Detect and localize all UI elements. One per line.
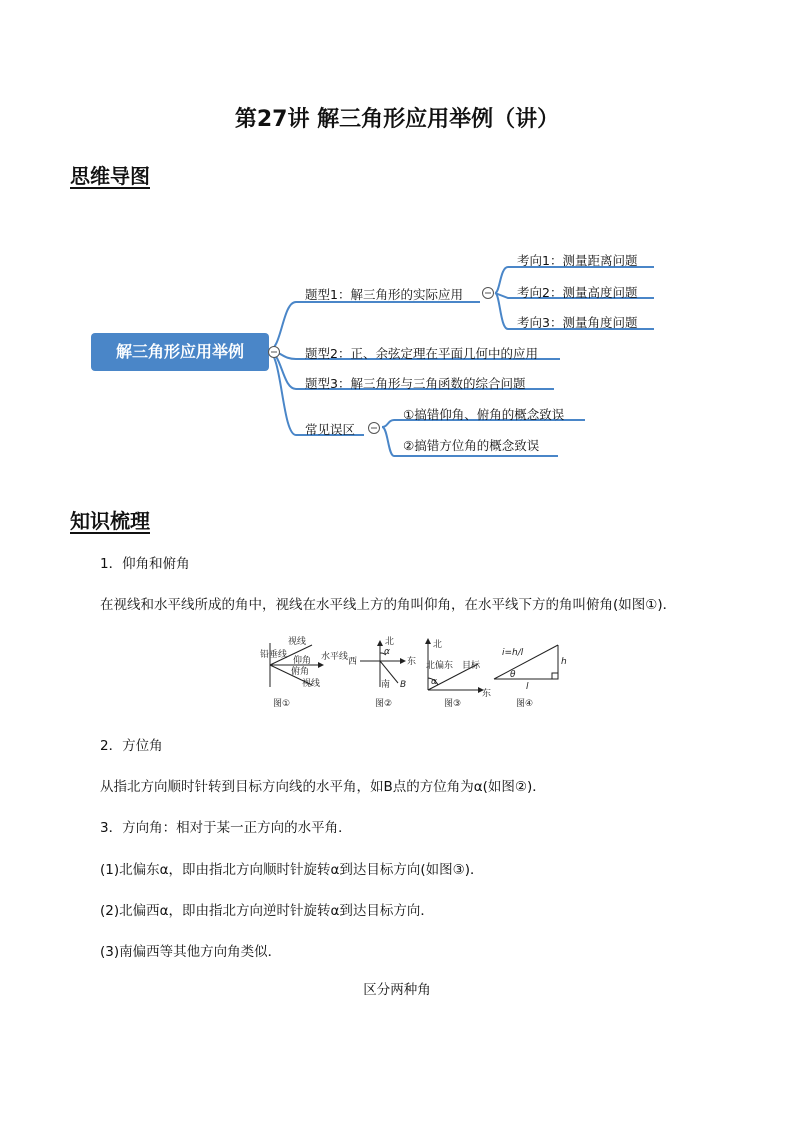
mindmap-root: 解三角形应用举例	[115, 342, 244, 361]
fig2-point-b: B	[400, 680, 407, 690]
knowledge-heading-2: 2．方位角	[100, 738, 163, 754]
fig2-west: 西	[348, 657, 358, 667]
fig4-slope: i=h/l	[502, 648, 524, 658]
fig4-l: l	[526, 682, 529, 692]
fig3-north-east: 北偏东	[426, 661, 454, 671]
mindmap-subtopic-3: 考向3：测量角度问题	[517, 315, 638, 330]
fig3-alpha: α	[431, 677, 437, 687]
section-heading-knowledge: 知识梳理	[70, 509, 150, 533]
fig1-horizontal: 水平线	[321, 652, 349, 662]
fig2-north: 北	[385, 637, 395, 647]
mindmap-type-4: 常见误区	[305, 422, 356, 437]
angle-figures	[240, 633, 580, 713]
knowledge-item-3: (3)南偏西等其他方向角类似．	[100, 944, 282, 960]
fig3-east: 东	[482, 689, 492, 699]
fig2-east: 东	[407, 657, 417, 667]
mindmap-type-1: 题型1：解三角形的实际应用	[305, 287, 463, 302]
knowledge-item-2: (2)北偏西α，即由指北方向逆时针旋转α到达目标方向．	[100, 903, 434, 919]
knowledge-heading-3: 3．方向角：相对于某一正方向的水平角．	[100, 820, 352, 836]
knowledge-text-2: 从指北方向顺时针转到目标方向线的水平角，如B点的方位角为α(如图②)．	[100, 779, 546, 795]
fig1-caption: 图①	[273, 699, 291, 709]
mindmap-mistake-2: ②搞错方位角的概念致误	[403, 438, 540, 453]
fig1-depression: 俯角	[291, 667, 310, 677]
mindmap-type-2: 题型2：正、余弦定理在平面几何中的应用	[305, 346, 538, 361]
mindmap-subtopic-2: 考向2：测量高度问题	[517, 285, 638, 300]
knowledge-text-1: 在视线和水平线所成的角中，视线在水平线上方的角叫仰角，在水平线下方的角叫俯角(如图①)．	[100, 597, 677, 613]
mindmap-mistake-1: ①搞错仰角、俯角的概念致误	[403, 407, 565, 422]
fig3-target: 目标	[462, 661, 481, 671]
fig1-sight-top: 视线	[288, 637, 307, 647]
fig2-alpha: α	[384, 647, 390, 657]
fig4-caption: 图④	[516, 699, 534, 709]
mindmap-type-3: 题型3：解三角形与三角函数的综合问题	[305, 376, 526, 391]
fig4-theta: θ	[510, 670, 516, 680]
fig1-sight-bottom: 视线	[302, 679, 321, 689]
footer-subheading: 区分两种角	[363, 982, 431, 998]
fig2-south: 南	[381, 680, 391, 690]
fig2-caption: 图②	[375, 699, 393, 709]
mindmap-subtopic-1: 考向1：测量距离问题	[517, 253, 638, 268]
section-heading-mindmap: 思维导图	[70, 164, 150, 188]
page-title: 第27讲 解三角形应用举例（讲）	[234, 107, 560, 132]
fig4-h: h	[561, 657, 567, 667]
fig3-north: 北	[433, 640, 443, 650]
fig1-elevation: 仰角	[293, 656, 312, 666]
knowledge-heading-1: 1．仰角和俯角	[100, 556, 190, 572]
fig3-caption: 图③	[444, 699, 462, 709]
knowledge-item-1: (1)北偏东α，即由指北方向顺时针旋转α到达目标方向(如图③)．	[100, 862, 484, 878]
fig1-label-vertical-1: 铅垂线	[260, 650, 288, 660]
